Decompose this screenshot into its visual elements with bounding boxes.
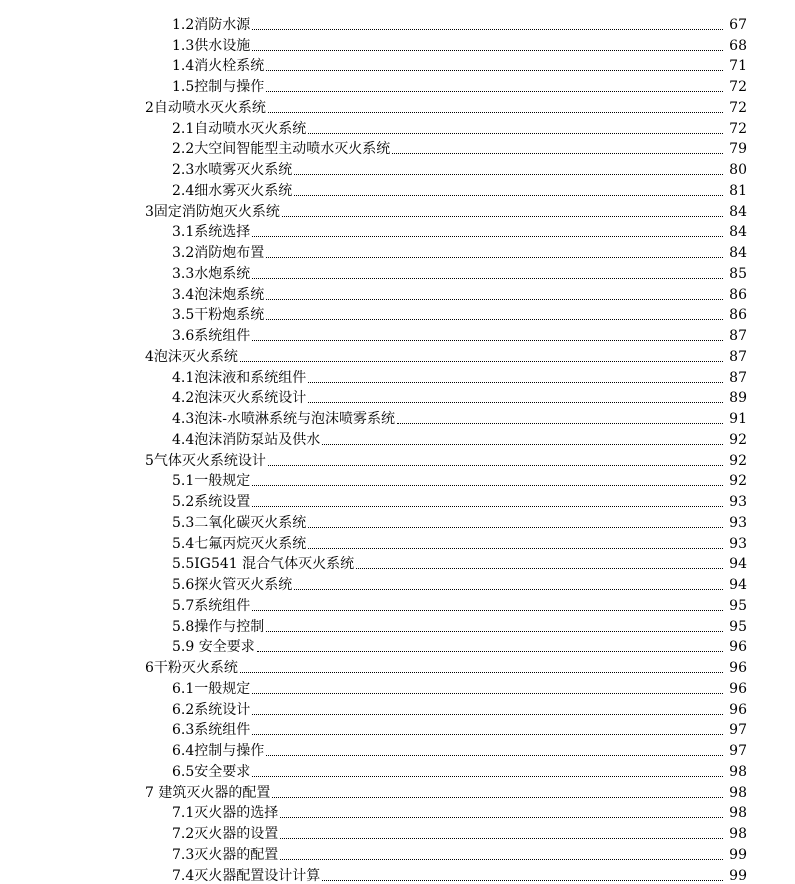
toc-page-number: 91: [729, 411, 747, 427]
toc-entry-title: 一般规定: [194, 680, 251, 697]
toc-entry-title: 灭火器配置设计计算: [194, 867, 321, 884]
toc-section-entry[interactable]: [0, 74, 795, 95]
toc-section-entry[interactable]: [0, 842, 795, 863]
dot-leader: [252, 340, 723, 341]
toc-entry-label: [0, 826, 278, 842]
toc-entry-title: 泡沫-水喷淋系统与泡沫喷雾系统: [194, 411, 395, 427]
toc-page-number: 96: [729, 701, 747, 718]
toc-entry-title: 灭火器的选择: [194, 805, 279, 822]
toc-page-number: 95: [729, 618, 747, 635]
toc-section-entry[interactable]: [0, 33, 795, 54]
toc-entry-label: [0, 536, 306, 552]
toc-entry-number: 3.4: [172, 286, 195, 303]
toc-section-entry[interactable]: [0, 220, 795, 241]
toc-page-number: 89: [729, 390, 747, 407]
dot-leader: [266, 319, 723, 320]
toc-chapter-entry[interactable]: [0, 780, 795, 801]
toc-entry-title: 泡沫液和系统组件: [194, 369, 307, 386]
toc-section-entry[interactable]: [0, 386, 795, 407]
toc-section-entry[interactable]: [0, 821, 795, 842]
dot-leader: [252, 714, 723, 715]
toc-section-entry[interactable]: [0, 635, 795, 656]
toc-entry-number: 7.1: [172, 805, 195, 822]
toc-section-entry[interactable]: [0, 759, 795, 780]
toc-entry-number: 1.3: [172, 37, 195, 54]
toc-entry-label: [0, 390, 306, 406]
toc-entry-number: 1.2: [172, 16, 195, 33]
toc-section-entry[interactable]: [0, 303, 795, 324]
toc-page-number: 97: [729, 722, 747, 739]
toc-entry-label: [0, 598, 250, 614]
toc-entry-title: 细水雾灭火系统: [194, 182, 293, 199]
toc-entry-title: 系统组件: [194, 328, 251, 344]
toc-entry-title: 系统设置: [194, 494, 251, 510]
toc-entry-label: [0, 17, 250, 33]
toc-section-entry[interactable]: [0, 738, 795, 759]
toc-entry-number: 3.1: [172, 224, 195, 241]
toc-entry-number: 3.5: [172, 307, 195, 324]
toc-entry-label: [0, 681, 250, 697]
dot-leader: [272, 797, 723, 798]
toc-page-number: 93: [729, 494, 747, 510]
toc-section-entry[interactable]: [0, 531, 795, 552]
toc-entry-label: [0, 204, 280, 220]
dot-leader: [252, 776, 723, 777]
dot-leader: [308, 402, 723, 403]
toc-page-number: 80: [729, 162, 747, 178]
toc-entry-title: 控制与操作: [194, 79, 265, 95]
toc-section-entry[interactable]: [0, 178, 795, 199]
toc-entry-title: 供水设施: [194, 37, 251, 54]
toc-entry-label: [0, 432, 320, 448]
toc-page-number: 86: [729, 307, 747, 324]
dot-leader: [252, 734, 723, 735]
dot-leader: [266, 755, 723, 756]
toc-page-number: 87: [729, 328, 747, 344]
toc-page-number: 98: [729, 805, 747, 822]
toc-entry-label: [0, 245, 264, 261]
toc-entry-label: [0, 162, 292, 178]
dot-leader: [266, 299, 723, 300]
toc-entry-number: 4.1: [172, 369, 195, 386]
toc-entry-title: 二氧化碳灭火系统: [194, 514, 307, 531]
toc-entry-number: 6.5: [172, 763, 195, 780]
toc-entry-title: 泡沫灭火系统: [153, 348, 238, 365]
dot-leader: [356, 568, 723, 569]
toc-entry-title: 安全要求: [194, 639, 255, 656]
toc-entry-number: 6.4: [172, 743, 195, 759]
toc-entry-title: 自动喷水灭火系统: [194, 120, 307, 137]
dot-leader: [308, 382, 723, 383]
toc-chapter-entry[interactable]: [0, 448, 795, 469]
toc-entry-number: 5.8: [172, 618, 195, 635]
toc-entry-title: 气体灭火系统设计: [153, 452, 266, 469]
toc-entry-title: 水喷雾灭火系统: [194, 162, 293, 178]
toc-entry-title: 自动喷水灭火系统: [153, 99, 266, 116]
dot-leader: [252, 485, 723, 486]
toc-entry-title: 探火管灭火系统: [194, 577, 293, 593]
toc-page-number: 94: [729, 556, 747, 573]
toc-entry-label: [0, 307, 264, 323]
dot-leader: [252, 693, 723, 694]
toc-entry-number: 3: [145, 203, 154, 220]
dot-leader: [268, 112, 723, 113]
toc-entry-title: 系统选择: [194, 224, 251, 241]
toc-section-entry[interactable]: [0, 406, 795, 427]
toc-page-number: 98: [729, 784, 747, 801]
toc-page-number: 92: [729, 452, 747, 469]
toc-page-number: 94: [729, 577, 747, 593]
toc-entry-label: [0, 473, 250, 489]
toc-page-number: 79: [729, 141, 747, 158]
toc-section-entry[interactable]: [0, 552, 795, 573]
table-of-contents: [0, 12, 795, 884]
toc-entry-number: 5.5: [172, 556, 195, 573]
toc-entry-number: 4.2: [172, 390, 195, 407]
dot-leader: [280, 838, 723, 839]
toc-page-number: 93: [729, 535, 747, 552]
toc-entry-number: 2.4: [172, 182, 195, 199]
toc-page-number: 81: [729, 182, 747, 199]
dot-leader: [252, 29, 723, 30]
toc-entry-title: 干粉灭火系统: [153, 660, 238, 676]
toc-entry-number: 6: [145, 660, 154, 676]
toc-section-entry[interactable]: [0, 323, 795, 344]
toc-entry-number: 5.1: [172, 473, 195, 490]
toc-entry-number: 6.2: [172, 701, 195, 718]
dot-leader: [282, 216, 723, 217]
dot-leader: [252, 50, 723, 51]
dot-leader: [294, 589, 723, 590]
toc-page-number: 99: [729, 867, 747, 884]
toc-entry-number: 7: [145, 784, 154, 801]
toc-page-number: 96: [729, 660, 747, 676]
toc-chapter-entry[interactable]: [0, 199, 795, 220]
toc-section-entry[interactable]: [0, 697, 795, 718]
toc-entry-label: [0, 349, 238, 365]
toc-section-entry[interactable]: [0, 718, 795, 739]
toc-entry-label: [0, 494, 250, 510]
toc-entry-label: [0, 141, 390, 157]
toc-entry-label: [0, 58, 264, 74]
toc-entry-number: 3.3: [172, 265, 195, 282]
toc-page-number: 96: [729, 680, 747, 697]
toc-section-entry[interactable]: [0, 593, 795, 614]
toc-entry-number: 6.3: [172, 722, 195, 739]
toc-entry-label: [0, 515, 306, 531]
toc-section-entry[interactable]: [0, 676, 795, 697]
toc-entry-title: 操作与控制: [194, 618, 265, 635]
toc-section-entry[interactable]: [0, 137, 795, 158]
toc-entry-title: 固定消防炮灭火系统: [153, 203, 280, 220]
toc-page-number: 72: [729, 79, 747, 95]
dot-leader: [252, 236, 723, 237]
toc-entry-label: [0, 847, 278, 863]
toc-entry-title: 安全要求: [194, 763, 251, 780]
toc-entry-title: IG541 混合气体灭火系统: [194, 556, 355, 573]
toc-entry-number: 4: [145, 348, 154, 365]
toc-section-entry[interactable]: [0, 116, 795, 137]
dot-leader: [252, 506, 723, 507]
toc-entry-label: [0, 764, 250, 780]
toc-entry-label: [0, 785, 270, 801]
dot-leader: [268, 465, 723, 466]
toc-section-entry[interactable]: [0, 365, 795, 386]
toc-entry-title: 消防水源: [194, 16, 251, 33]
toc-page-number: 71: [729, 58, 747, 75]
toc-page-number: 99: [729, 846, 747, 863]
toc-entry-number: 2: [145, 99, 154, 116]
toc-entry-title: 七氟丙烷灭火系统: [194, 535, 307, 552]
toc-entry-label: [0, 556, 354, 572]
toc-entry-title: 系统组件: [194, 597, 251, 614]
toc-page-number: 84: [729, 245, 747, 261]
toc-entry-number: 2.1: [172, 120, 195, 137]
toc-page-number: 93: [729, 514, 747, 531]
toc-entry-label: [0, 805, 278, 821]
toc-entry-number: 3.2: [172, 245, 195, 261]
toc-page-number: 98: [729, 763, 747, 780]
toc-entry-title: 消防炮布置: [194, 245, 265, 261]
dot-leader: [280, 817, 723, 818]
toc-entry-label: [0, 121, 306, 137]
toc-entry-label: [0, 328, 250, 344]
toc-page-number: 97: [729, 743, 747, 759]
toc-entry-number: 7.3: [172, 846, 195, 863]
toc-entry-label: [0, 38, 250, 54]
toc-section-entry[interactable]: [0, 54, 795, 75]
toc-entry-label: [0, 453, 266, 469]
toc-entry-title: 建筑灭火器的配置: [153, 784, 271, 801]
toc-page-number: 84: [729, 203, 747, 220]
toc-section-entry[interactable]: [0, 489, 795, 510]
dot-leader: [294, 195, 723, 196]
dot-leader: [308, 133, 723, 134]
toc-entry-title: 大空间智能型主动喷水灭火系统: [194, 141, 391, 158]
toc-entry-number: 3.6: [172, 328, 195, 344]
toc-entry-title: 系统组件: [194, 722, 251, 739]
toc-section-entry[interactable]: [0, 510, 795, 531]
toc-entry-title: 干粉炮系统: [194, 307, 265, 324]
toc-page-number: 95: [729, 597, 747, 614]
dot-leader: [294, 174, 723, 175]
toc-entry-number: 6.1: [172, 680, 195, 697]
dot-leader: [266, 91, 723, 92]
toc-entry-label: [0, 619, 264, 635]
toc-entry-label: [0, 79, 264, 95]
toc-entry-label: [0, 660, 238, 676]
dot-leader: [322, 444, 723, 445]
toc-entry-label: [0, 577, 292, 593]
toc-entry-number: 5.7: [172, 597, 195, 614]
toc-section-entry[interactable]: [0, 469, 795, 490]
dot-leader: [266, 257, 723, 258]
toc-section-entry[interactable]: [0, 572, 795, 593]
toc-section-entry[interactable]: [0, 261, 795, 282]
toc-entry-label: [0, 370, 306, 386]
toc-entry-number: 2.3: [172, 162, 195, 178]
toc-entry-number: 7.2: [172, 826, 195, 842]
toc-entry-title: 灭火器的配置: [194, 846, 279, 863]
toc-page-number: 87: [729, 348, 747, 365]
dot-leader: [240, 672, 723, 673]
dot-leader: [308, 527, 723, 528]
toc-entry-label: [0, 183, 292, 199]
toc-entry-number: 5.2: [172, 494, 195, 510]
dot-leader: [392, 153, 723, 154]
toc-page-number: 86: [729, 286, 747, 303]
toc-entry-title: 系统设计: [194, 701, 251, 718]
toc-entry-number: 4.4: [172, 431, 195, 448]
dot-leader: [252, 610, 723, 611]
toc-entry-number: 5: [145, 452, 154, 469]
toc-entry-title: 控制与操作: [194, 743, 265, 759]
toc-page-number: 68: [729, 37, 747, 54]
toc-chapter-entry[interactable]: [0, 344, 795, 365]
toc-section-entry[interactable]: [0, 12, 795, 33]
toc-section-entry[interactable]: [0, 282, 795, 303]
dot-leader: [240, 361, 723, 362]
toc-entry-label: [0, 639, 255, 655]
toc-entry-title: 消火栓系统: [194, 58, 265, 75]
toc-entry-number: 5.6: [172, 577, 195, 593]
toc-entry-number: 5.3: [172, 514, 195, 531]
toc-entry-label: [0, 224, 250, 240]
dot-leader: [252, 278, 723, 279]
toc-entry-label: [0, 702, 250, 718]
toc-section-entry[interactable]: [0, 863, 795, 884]
toc-entry-label: [0, 287, 264, 303]
toc-page-number: 72: [729, 99, 747, 116]
toc-entry-number: 4.3: [172, 411, 195, 427]
toc-entry-number: 7.4: [172, 867, 195, 884]
toc-entry-title: 灭火器的设置: [194, 826, 279, 842]
toc-page-number: 85: [729, 265, 747, 282]
dot-leader: [322, 880, 723, 881]
toc-entry-title: 泡沫炮系统: [194, 286, 265, 303]
toc-chapter-entry[interactable]: [0, 95, 795, 116]
toc-entry-title: 水炮系统: [194, 265, 251, 282]
dot-leader: [280, 859, 723, 860]
toc-page-number: 96: [729, 639, 747, 656]
toc-entry-number: 2.2: [172, 141, 195, 158]
dot-leader: [266, 70, 723, 71]
toc-section-entry[interactable]: [0, 240, 795, 261]
toc-entry-label: [0, 743, 264, 759]
dot-leader: [266, 631, 723, 632]
toc-page-number: 87: [729, 369, 747, 386]
toc-entry-number: 5.9: [172, 639, 195, 656]
toc-section-entry[interactable]: [0, 427, 795, 448]
toc-section-entry[interactable]: [0, 157, 795, 178]
toc-entry-title: 泡沫消防泵站及供水: [194, 431, 321, 448]
dot-leader: [397, 423, 723, 424]
toc-page-number: 98: [729, 826, 747, 842]
toc-page-number: 84: [729, 224, 747, 241]
dot-leader: [257, 651, 723, 652]
toc-entry-label: [0, 100, 266, 116]
toc-chapter-entry[interactable]: [0, 655, 795, 676]
toc-entry-label: [0, 722, 250, 738]
toc-entry-number: 1.5: [172, 79, 195, 95]
toc-page-number: 92: [729, 473, 747, 490]
toc-entry-label: [0, 266, 250, 282]
toc-entry-label: [0, 411, 395, 427]
dot-leader: [308, 548, 723, 549]
toc-page-number: 92: [729, 431, 747, 448]
toc-entry-number: 1.4: [172, 58, 195, 75]
toc-page-number: 72: [729, 120, 747, 137]
toc-entry-number: 5.4: [172, 535, 195, 552]
toc-section-entry[interactable]: [0, 614, 795, 635]
toc-page-number: 67: [729, 16, 747, 33]
toc-section-entry[interactable]: [0, 801, 795, 822]
toc-entry-label: [0, 868, 320, 884]
toc-entry-title: 泡沫灭火系统设计: [194, 390, 307, 407]
toc-entry-title: 一般规定: [194, 473, 251, 490]
